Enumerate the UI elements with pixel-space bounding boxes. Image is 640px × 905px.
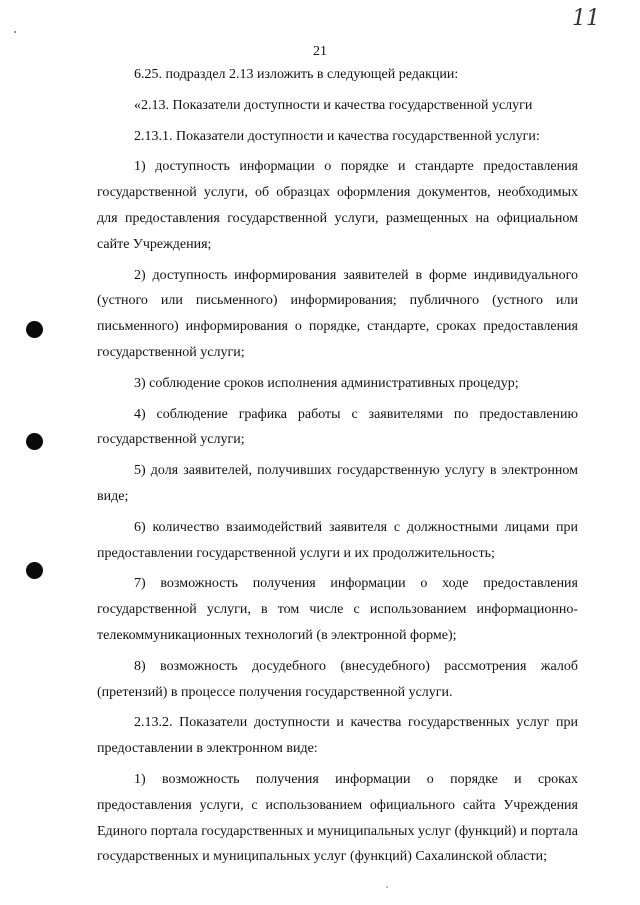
- list-item: 1) доступность информации о порядке и стандарте предоставления государственной услуги, об образцах оформления документов, необходимых для предоставления государственной услуги, размещенных на официальном сайте Учреждения;: [97, 159, 578, 252]
- list-item: 6) количество взаимодействий заявителя с должностными лицами при предоставлении государственной услуги и их продолжительность;: [97, 519, 578, 561]
- list-item: 4) соблюдение графика работы с заявителями по предоставлению государственной услуги;: [97, 406, 578, 448]
- handwritten-page-mark: 11: [572, 6, 600, 31]
- document-body: [97, 62, 578, 870]
- list-item: 3) соблюдение сроков исполнения административных процедур;: [134, 375, 519, 391]
- subsection-heading: 2.13.1. Показатели доступности и качества государственной услуги:: [134, 128, 540, 144]
- punch-hole: [26, 321, 43, 338]
- list-item: 2) доступность информирования заявителей в форме индивидуального (устного или письменного) информирования; публичного (устного или письменного) информирования о порядке, стандарте, сроках предоставления государственной услуги;: [97, 267, 578, 360]
- subsection-heading: 2.13.2. Показатели доступности и качества государственных услуг при предоставлении в электронном виде:: [97, 715, 578, 757]
- punch-hole: [26, 562, 43, 579]
- punch-hole: [26, 433, 43, 450]
- section-heading: «2.13. Показатели доступности и качества государственной услуги: [134, 97, 533, 113]
- list-item: 1) возможность получения информации о порядке и сроках предоставления услуги, с использованием официального сайта Учреждения Единого портала государственных и муниципальных услуг (функций) и портала государственных и муниципальных услуг (функций) Сахалинской области;: [97, 771, 578, 865]
- list-item: 8) возможность досудебного (внесудебного) рассмотрения жалоб (претензий) в процессе получения государственной услуги.: [97, 658, 578, 700]
- list-item: 7) возможность получения информации о ходе предоставления государственной услуги, в том числе с использованием информационно-телекоммуникационных технологий (в электронной форме);: [97, 576, 578, 643]
- amendment-intro: 6.25. подраздел 2.13 изложить в следующей редакции:: [134, 67, 459, 82]
- list-item: 5) доля заявителей, получивших государственную услугу в электронном виде;: [97, 463, 578, 504]
- scan-speck: [386, 886, 388, 888]
- scan-speck: [14, 31, 16, 33]
- page-number: 21: [313, 44, 327, 59]
